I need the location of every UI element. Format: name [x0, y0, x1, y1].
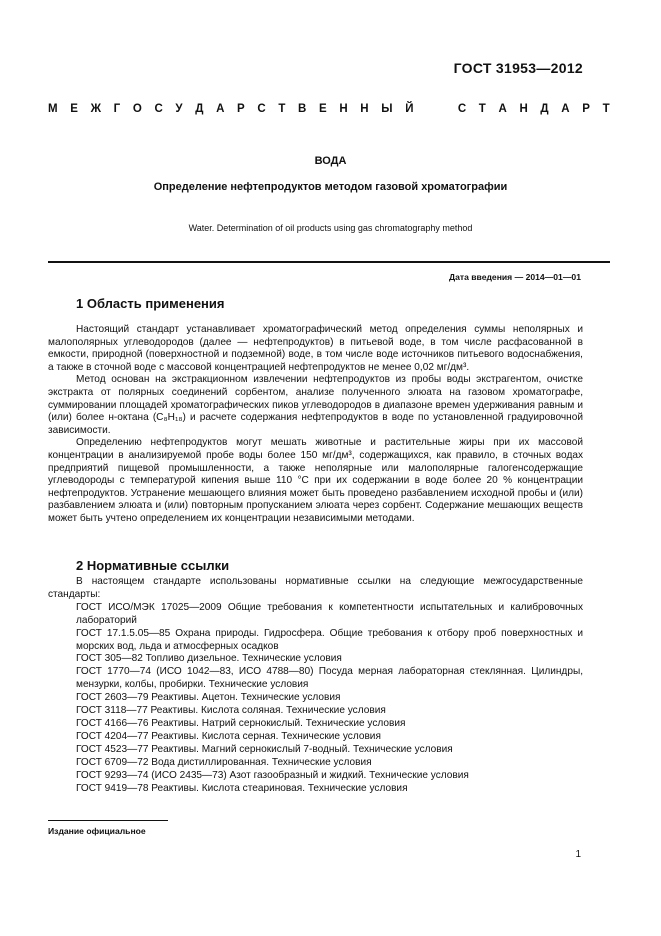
- reference-item: ГОСТ 3118—77 Реактивы. Кислота соляная. Технические условия: [76, 705, 386, 717]
- banner-letter: А: [216, 103, 225, 115]
- document-number: ГОСТ 31953—2012: [453, 60, 583, 76]
- banner-letter: [442, 103, 445, 115]
- section-2-intro: В настоящем стандарте использованы нормативные ссылки на следующие межгосударственные стандарты:: [48, 576, 583, 600]
- reference-item: ГОСТ 2603—79 Реактивы. Ацетон. Технические условия: [76, 692, 341, 704]
- reference-item: ГОСТ 9419—78 Реактивы. Кислота стеариновая. Технические условия: [76, 782, 408, 794]
- banner-letter: У: [175, 103, 183, 115]
- banner-letter: Т: [478, 103, 486, 115]
- section-1-heading: 1 Область применения: [76, 296, 225, 311]
- banner-letter: Р: [237, 103, 245, 115]
- section-1-paragraph-3: Определению нефтепродуктов могут мешать животные и растительные жиры при их массовой концентрации в анализируемой пробе воды более 150 мг/дм³, содержащихся, как правило, в сточных водах предприятий пищевой промышленности, а также неполярные или малополярные галогенсодержащие углеводороды с температурой кипения выше 110 °С при их содержании в воде более 20 % концентрации нефтепродуктов. Устранение мешающего влияния может быть проведено разбавлением исходной пробы и (или) разбавлением элюата и (или) повторным пропусканием элюата через сорбент. Содержание мешающих веществ может быть учтено определением их концентрации независимыми методами.: [48, 437, 583, 524]
- banner-letter: Д: [195, 103, 204, 115]
- footer-divider: [48, 820, 168, 821]
- banner-letter: А: [498, 103, 507, 115]
- interstate-standard-banner: [48, 103, 610, 115]
- banner-letter: Г: [113, 103, 121, 115]
- banner-letter: С: [457, 103, 467, 115]
- banner-letter: Р: [582, 103, 590, 115]
- reference-item: ГОСТ 9293—74 (ИСО 2435—73) Азот газообразный и жидкий. Технические условия: [76, 769, 469, 781]
- banner-letter: С: [257, 103, 266, 115]
- english-title: Water. Determination of oil products using gas chromatography method: [188, 223, 473, 233]
- reference-item: ГОСТ 305—82 Топливо дизельное. Технические условия: [76, 653, 342, 665]
- section-2-body: [48, 576, 583, 795]
- reference-item: ГОСТ 4166—76 Реактивы. Натрий сернокислый. Технические условия: [76, 717, 406, 729]
- reference-item: ГОСТ ИСО/МЭК 17025—2009 Общие требования к компетентности испытательных и калибровочных лабораторий: [76, 601, 583, 626]
- page-number: 1: [575, 849, 581, 860]
- banner-letter: Д: [540, 103, 549, 115]
- section-1-paragraph-1: Настоящий стандарт устанавливает хроматографический метод определения суммы неполярных и малополярных углеводородов (далее — нефтепродуктов) в питьевой воде, в том числе расфасованной в емкости, природной (поверхностной и подземной) воде, в том числе воде источников питьевого водоснабжения, а также в сточной воде с массовой концентрацией нефтепродуктов не менее 0,02 мг/дм³.: [48, 324, 583, 373]
- banner-letter: А: [561, 103, 570, 115]
- title-divider: [48, 261, 610, 263]
- reference-item: ГОСТ 4204—77 Реактивы. Кислота серная. Технические условия: [76, 730, 381, 742]
- banner-letter: [426, 103, 429, 115]
- reference-item: ГОСТ 1770—74 (ИСО 1042—83, ИСО 4788—80) Посуда мерная лабораторная стеклянная. Цилиндры, мензурки, колбы, пробирки. Технические условия: [76, 666, 583, 691]
- reference-item: ГОСТ 4523—77 Реактивы. Магний сернокислый 7-водный. Технические условия: [76, 743, 453, 755]
- banner-letter: Н: [360, 103, 369, 115]
- banner-letter: Н: [519, 103, 528, 115]
- banner-letter: Т: [278, 103, 286, 115]
- banner-letter: Й: [405, 103, 414, 115]
- banner-letter: Т: [602, 103, 610, 115]
- document-title: ВОДА: [314, 155, 347, 167]
- section-1-body: [48, 324, 583, 526]
- banner-letter: С: [154, 103, 163, 115]
- banner-letter: Е: [319, 103, 327, 115]
- banner-letter: Ы: [381, 103, 393, 115]
- banner-letter: Н: [339, 103, 348, 115]
- banner-letter: В: [298, 103, 307, 115]
- banner-letter: М: [48, 103, 58, 115]
- banner-letter: Ж: [90, 103, 101, 115]
- references-list: [48, 602, 583, 796]
- document-subtitle: Определение нефтепродуктов методом газовой хроматографии: [153, 181, 508, 193]
- section-2-heading: 2 Нормативные ссылки: [76, 558, 230, 573]
- edition-label: Издание официальное: [48, 826, 146, 836]
- introduction-date: Дата введения — 2014—01—01: [448, 272, 581, 282]
- reference-item: ГОСТ 6709—72 Вода дистиллированная. Технические условия: [76, 756, 372, 768]
- reference-item: ГОСТ 17.1.5.05—85 Охрана природы. Гидросфера. Общие требования к отбору проб поверхностных и морских вод, льда и атмосферных осадков: [76, 627, 583, 652]
- banner-letter: О: [132, 103, 142, 115]
- section-1-paragraph-2: Метод основан на экстракционном извлечении нефтепродуктов из пробы воды экстрагентом, очистке экстракта от полярных соединений сорбентом, анализе полученного элюата на газовом хроматографе, суммировании площадей хроматографических пиков углеводородов в диапазоне времен удерживания равным и (или) более н-октана (C₈H₁₈) и расчете содержания нефтепродуктов в воде по установленной градуировочной зависимости.: [48, 374, 583, 436]
- banner-letter: Е: [70, 103, 78, 115]
